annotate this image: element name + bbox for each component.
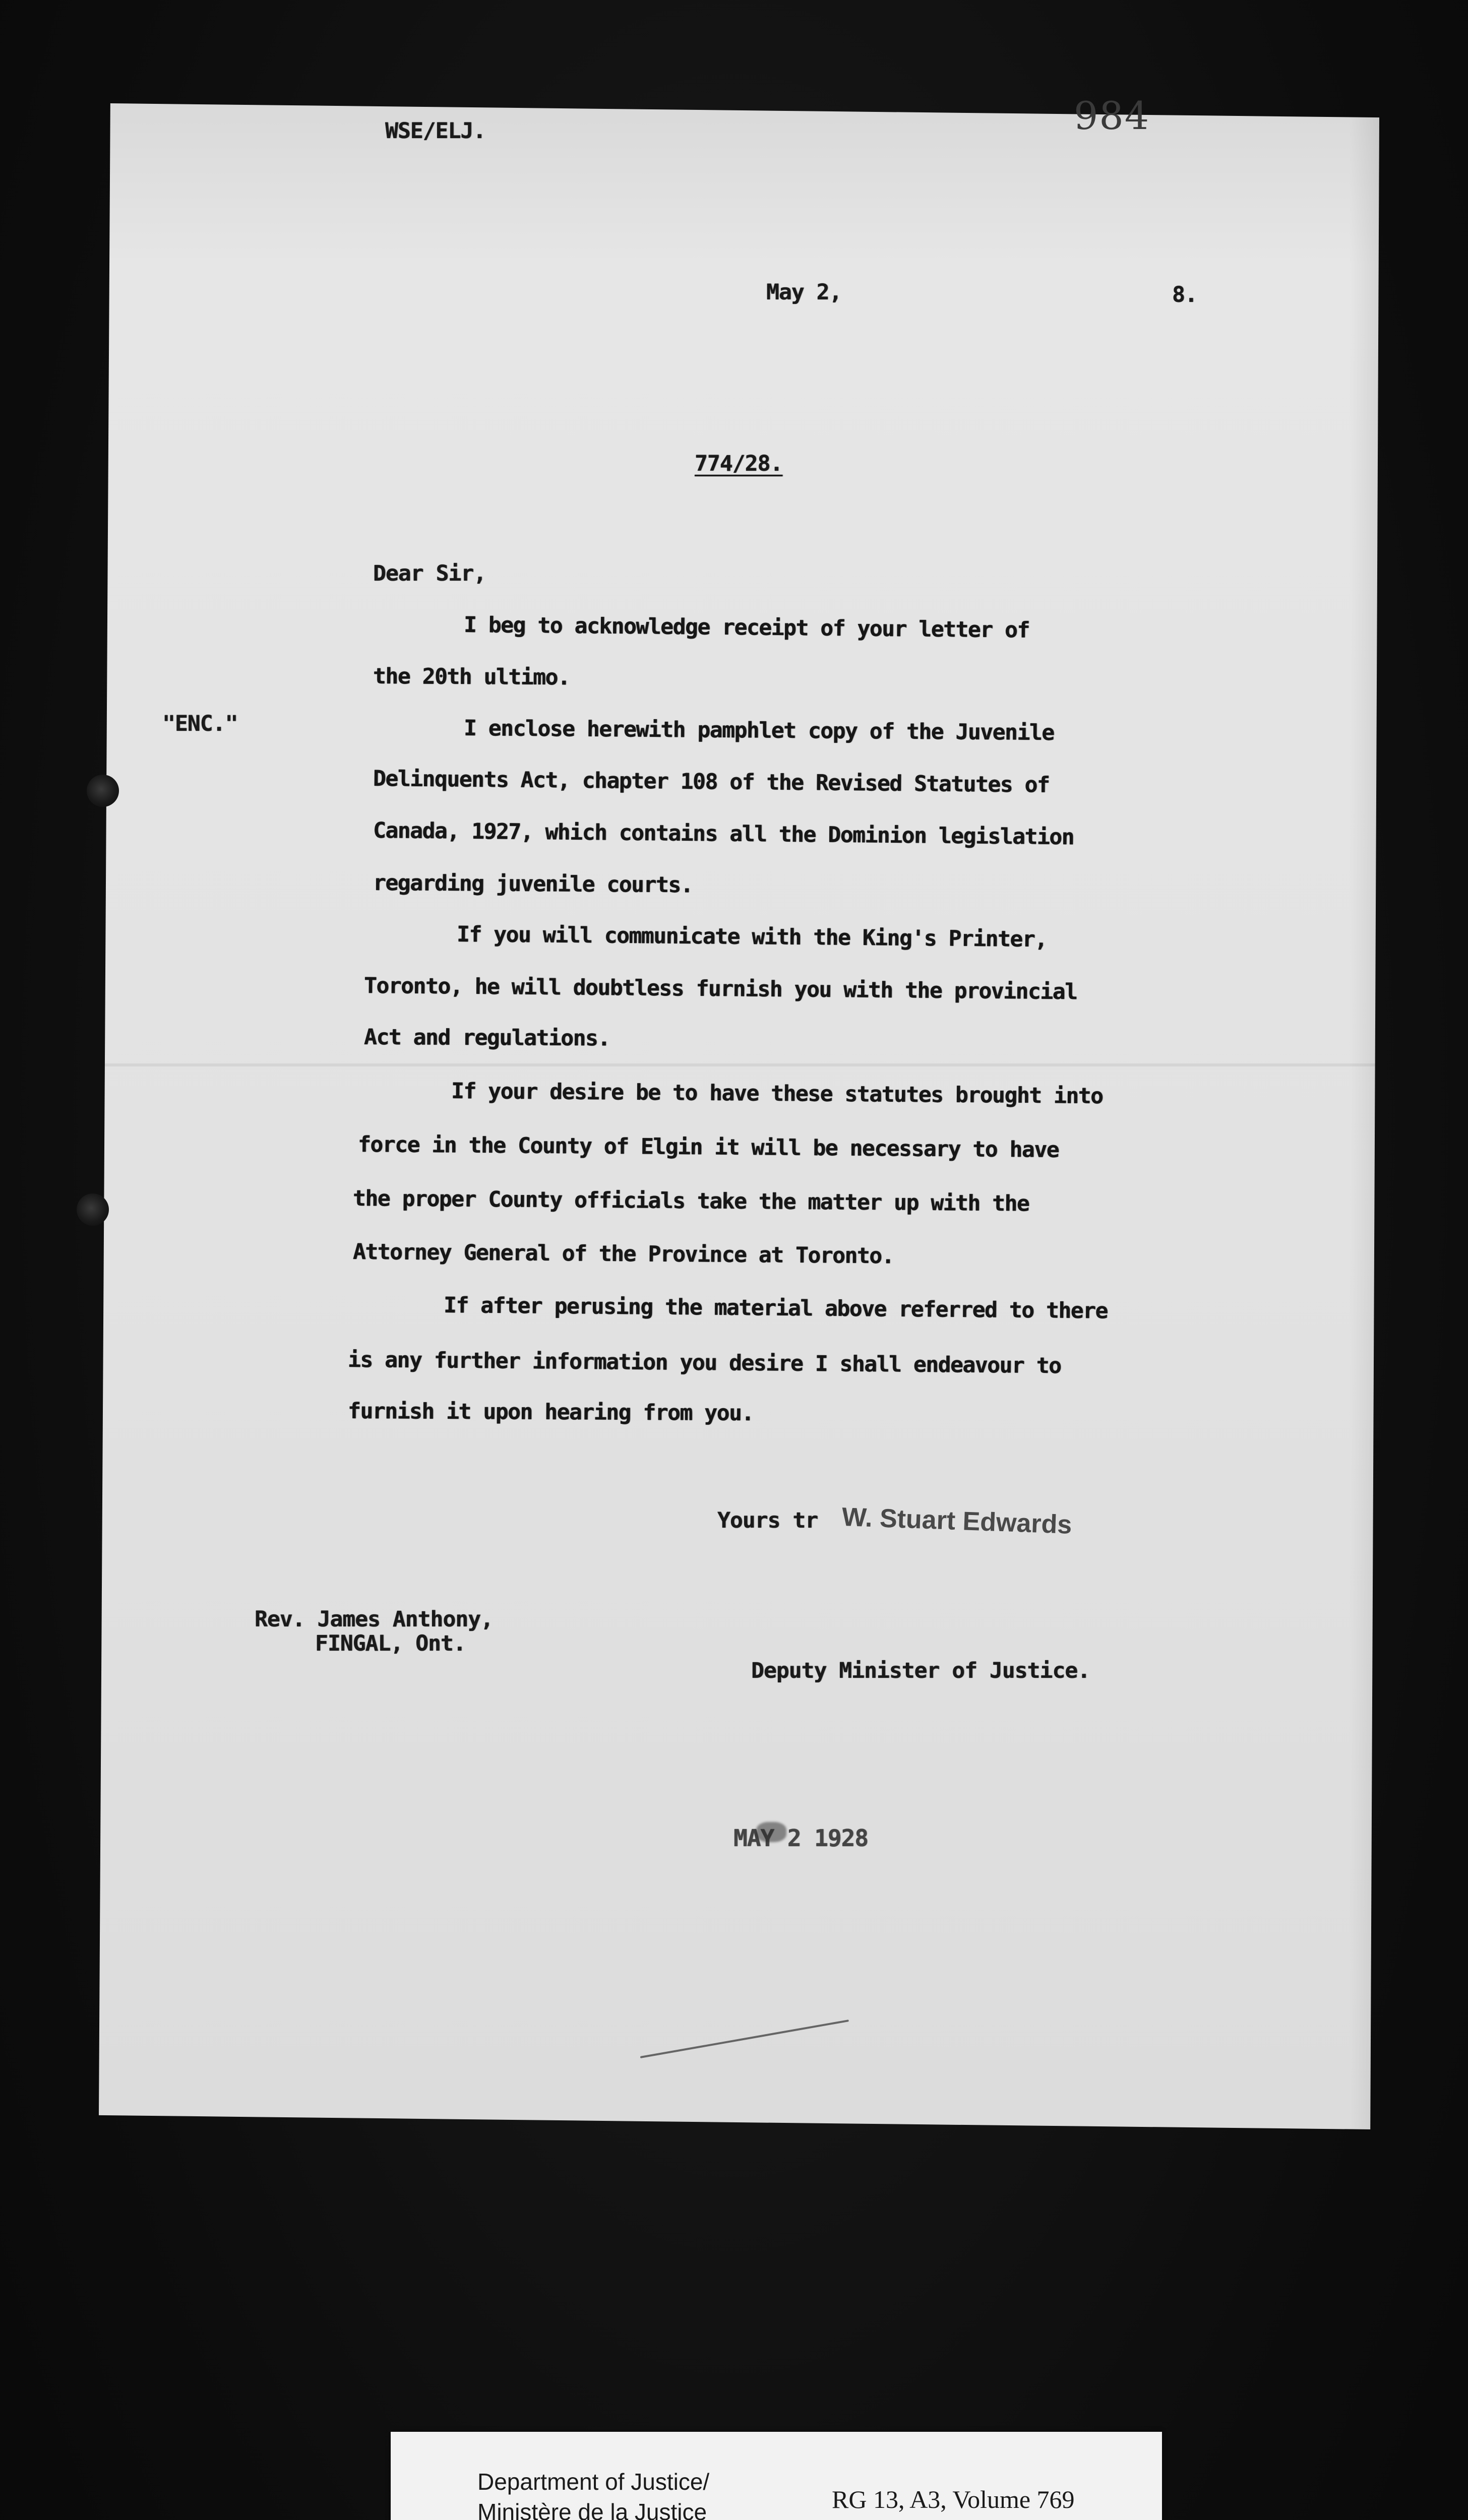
body-line: furnish it upon hearing from you. xyxy=(347,1399,754,1426)
body-line: Delinquents Act, chapter 108 of the Revised Statutes of xyxy=(373,766,1050,798)
label-record-group: RG 13, A3, Volume 769 xyxy=(832,2485,1075,2513)
label-department-french: Ministère de la Justice xyxy=(477,2499,707,2520)
file-reference-number: 774/28. xyxy=(695,451,783,476)
body-line: Attorney General of the Province at Toronto. xyxy=(352,1239,894,1269)
punch-hole-lower xyxy=(77,1193,109,1226)
body-line: If after perusing the material above referred to there xyxy=(443,1293,1108,1324)
signatory-title: Deputy Minister of Justice. xyxy=(751,1658,1090,1683)
addressee-place: FINGAL, Ont. xyxy=(315,1631,466,1656)
complimentary-closing: Yours tr xyxy=(717,1508,818,1533)
punch-hole-upper xyxy=(87,775,119,807)
label-department-english: Department of Justice/ xyxy=(477,2469,710,2495)
page-fold-line xyxy=(99,1063,1379,1066)
body-line: force in the County of Elgin it will be necessary to have xyxy=(357,1132,1059,1163)
reference-initials: WSE/ELJ. xyxy=(385,118,486,144)
letter-date-year: 8. xyxy=(1172,282,1197,307)
body-line: Canada, 1927, which contains all the Dominion legislation xyxy=(373,818,1074,850)
signature-stamp: W. Stuart Edwards xyxy=(841,1502,1073,1540)
date-received-stamp: MAY 2 1928 xyxy=(733,1824,868,1852)
enclosure-note: "ENC." xyxy=(162,711,238,736)
addressee-name: Rev. James Anthony, xyxy=(255,1607,493,1632)
salutation: Dear Sir, xyxy=(373,561,486,586)
body-line: I enclose herewith pamphlet copy of the Juvenile xyxy=(463,716,1054,746)
body-line: is any further information you desire I shall endeavour to xyxy=(347,1347,1061,1379)
body-line: If your desire be to have these statutes brought into xyxy=(451,1079,1103,1109)
body-line: Act and regulations. xyxy=(363,1025,610,1051)
body-line: I beg to acknowledge receipt of your letter of xyxy=(463,612,1030,643)
body-line: Toronto, he will doubtless furnish you with the provincial xyxy=(363,973,1077,1005)
archive-reference-label xyxy=(391,2432,1162,2520)
body-line: the 20th ultimo. xyxy=(373,664,570,690)
body-line: If you will communicate with the King's Printer, xyxy=(456,922,1047,953)
body-line: regarding juvenile courts. xyxy=(373,870,693,898)
body-line: the proper County officials take the matter up with the xyxy=(352,1186,1029,1217)
handwritten-file-number: 984 xyxy=(1074,93,1150,138)
letter-date: May 2, xyxy=(766,280,842,305)
